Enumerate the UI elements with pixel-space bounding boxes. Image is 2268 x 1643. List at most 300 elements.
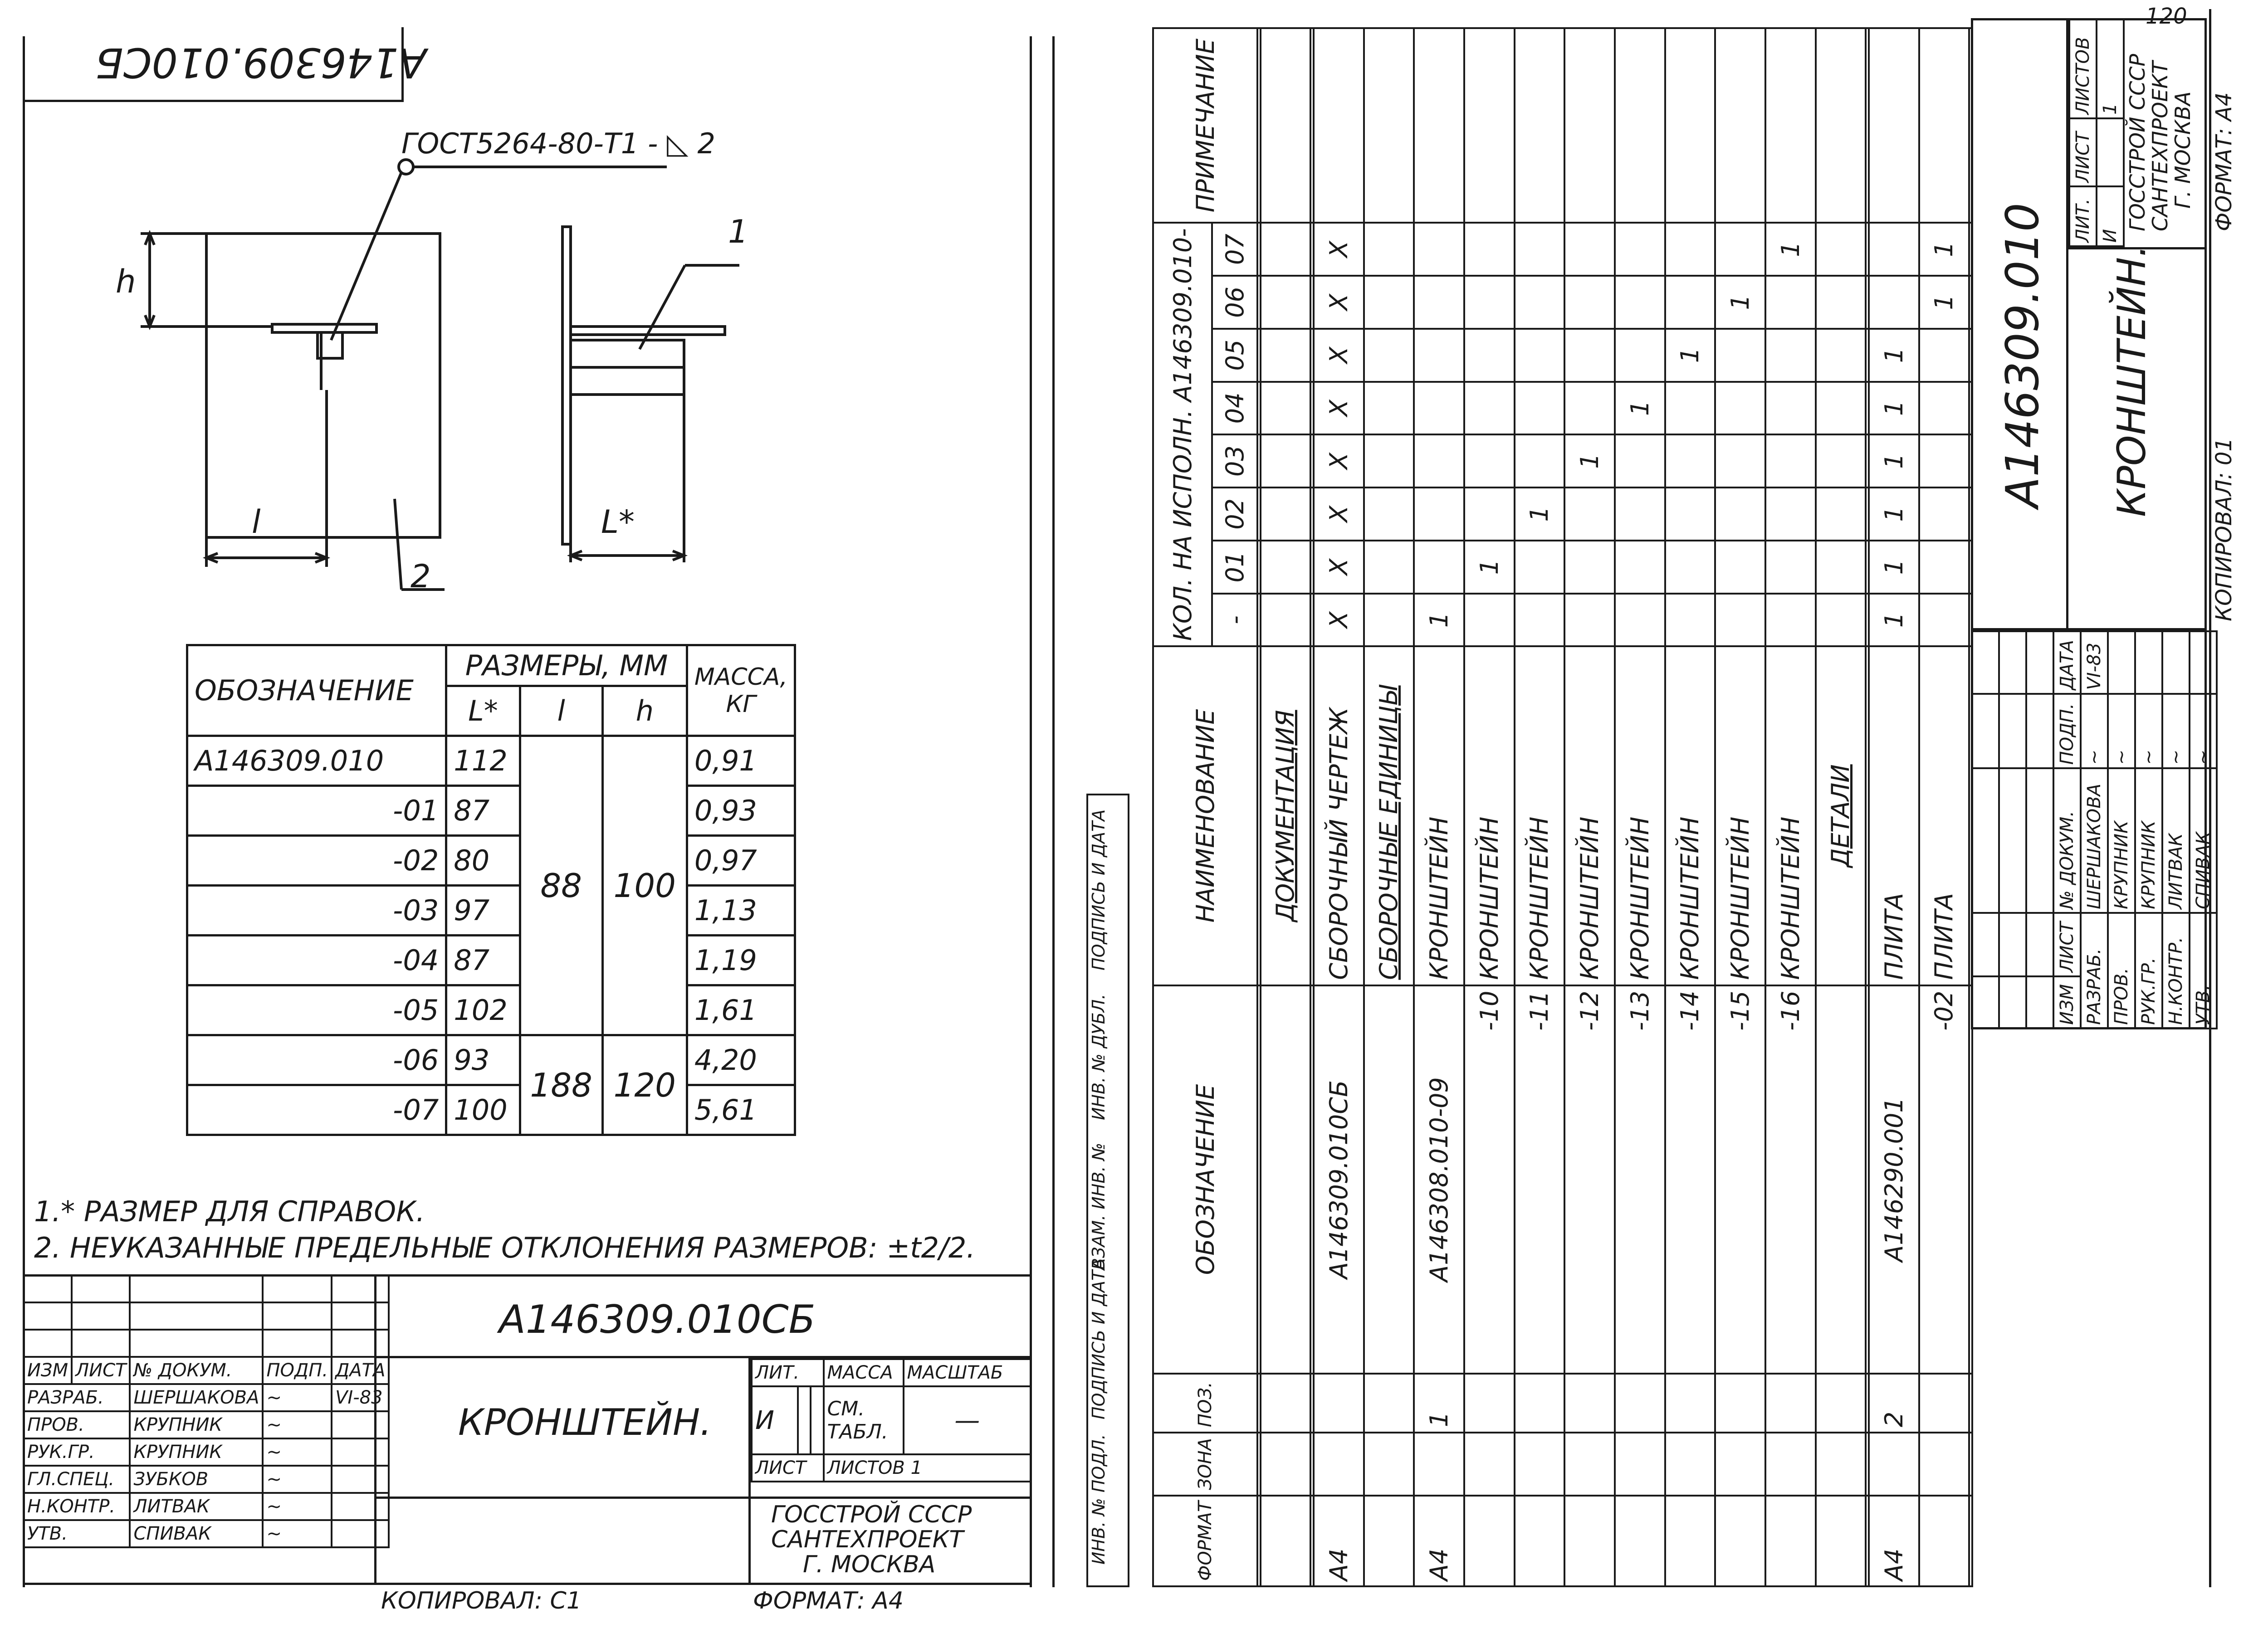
row-q [1715,223,1765,276]
row-q: X [1314,434,1364,488]
signature: ~ [2135,694,2162,769]
row-q [1564,382,1615,435]
role-name: КРУПНИК [2135,768,2162,913]
title-block-h2 [374,1497,1032,1499]
variant-col: 04 [1212,382,1257,435]
row-q [1715,382,1765,435]
col-designation-header: ОБОЗНАЧЕНИЕ [187,645,446,736]
row-q [1765,276,1816,329]
hdr-name: НАИМЕНОВАНИЕ [1153,646,1257,985]
hdr-izm: ИЗМ [24,1357,72,1384]
margin-label-sign-date-2: ПОДПИСЬ И ДАТА [1089,809,1109,970]
lit-mass-scale [751,1358,1032,1482]
row-q: X [1314,594,1364,647]
role-label: Н.КОНТР. [24,1493,130,1520]
row-q: 1 [1515,488,1565,541]
row-q [1414,434,1464,488]
row-q [1261,488,1311,541]
role-name: КРУПНИК [2108,768,2135,913]
row-pos [1665,1374,1716,1433]
merged-h-1: 100 [602,736,687,1035]
row-q [1464,488,1515,541]
row-designation: -13 [1615,985,1665,1374]
row-q [1816,541,1866,594]
spec-row [1665,28,1716,1586]
row-q [1364,276,1414,329]
row-mass: 1,61 [687,985,795,1035]
left-role-grid [23,1274,390,1548]
right-title-block [1971,18,2237,1029]
row-q [1515,434,1565,488]
row-q: 1 [1869,594,1919,647]
row-name: ПЛИТА [1919,646,1970,985]
row-designation: -07 [187,1085,446,1135]
variant-col: 05 [1212,329,1257,382]
signature: ~ [263,1520,332,1547]
row-fmt [1765,1496,1816,1586]
spec-row [1310,28,1314,1586]
row-q [1615,329,1665,382]
row-q [1464,223,1515,276]
row-q [1665,488,1716,541]
row-q [1414,276,1464,329]
row-mass: 0,91 [687,736,795,786]
row-q: X [1314,488,1364,541]
row-q: 1 [1869,541,1919,594]
row-pos [1765,1374,1816,1433]
row-designation: А146308.010-09 [1414,985,1464,1374]
lit-value: И [2097,186,2124,246]
role-name: ЛИТВАК [130,1493,263,1520]
hdr-sign: ПОДП. [2053,694,2081,769]
row-q: 1 [1919,223,1970,276]
row-fmt [1615,1496,1665,1586]
row-pos: 2 [1869,1374,1919,1433]
spec-row [1464,28,1515,1586]
row-q [1414,223,1464,276]
row-q [1261,329,1311,382]
row-name: КРОНШТЕЙН [1414,646,1464,985]
merged-l-1: 88 [520,736,602,1035]
row-q [1515,541,1565,594]
variant-col: 01 [1212,541,1257,594]
margin-label-inv-dubl: ИНВ. № ДУБЛ. [1089,994,1109,1120]
table-row [187,786,795,836]
row-designation: -05 [187,985,446,1035]
sub-L-header: L* [446,686,520,736]
row-q [1765,382,1816,435]
row-q: 1 [1869,329,1919,382]
right-city: Г. МОСКВА [2170,91,2195,209]
role-label: РУК.ГР. [2135,913,2162,1029]
right-format: ФОРМАТ: А4 [2211,92,2237,231]
row-name: СБОРОЧНЫЕ ЕДИНИЦЫ [1364,646,1414,985]
variant-col: 06 [1212,276,1257,329]
row-q: 1 [1765,223,1816,276]
role-label: ПРОВ. [2108,913,2135,1029]
row-q [1615,594,1665,647]
hdr-date: ДАТА [332,1357,389,1384]
scale-value: — [904,1386,1031,1454]
note-2: 2. НЕУКАЗАННЫЕ ПРЕДЕЛЬНЫЕ ОТКЛОНЕНИЯ РАЗМЕРОВ: ±t2/2. [34,1231,976,1264]
row-pos [1919,1374,1970,1433]
row-fmt: А4 [1414,1496,1464,1586]
sheet-corner-number: 120 [2146,4,2187,29]
row-name: КРОНШТЕЙН [1464,646,1515,985]
row-q [1261,382,1311,435]
table-row [187,736,795,786]
row-q [1765,488,1816,541]
row-q [1364,594,1414,647]
row-fmt [1515,1496,1565,1586]
hdr-izm: ИЗМ [2053,976,2081,1029]
row-q [1261,594,1311,647]
row-fmt [1919,1496,1970,1586]
row-name: ДОКУМЕНТАЦИЯ [1261,646,1311,985]
role-label: УТВ. [24,1520,130,1547]
row-q [1515,276,1565,329]
row-pos [1364,1374,1414,1433]
row-q [1414,382,1464,435]
position-2-label: 2 [411,558,431,595]
row-designation: -02 [1919,985,1970,1374]
row-q: 1 [1414,594,1464,647]
spec-row [1715,28,1765,1586]
row-fmt: А4 [1869,1496,1919,1586]
row-q [1564,488,1615,541]
row-q [1615,434,1665,488]
row-q: 1 [1665,329,1716,382]
row-q [1919,594,1970,647]
spec-row [1364,28,1414,1586]
left-part-name: КРОНШТЕЙН. [458,1401,712,1443]
signature: ~ [263,1493,332,1520]
row-q [1816,434,1866,488]
row-q [1564,329,1615,382]
row-pos [1615,1374,1665,1433]
role-label: ПРОВ. [24,1411,130,1438]
row-q [1515,223,1565,276]
row-pos [1261,1374,1311,1433]
role-name: ЛИТВАК [2162,768,2190,913]
merged-h-2: 120 [602,1035,687,1135]
scale-label: МАСШТАБ [904,1359,1031,1386]
row-q [1715,594,1765,647]
row-q [1414,329,1464,382]
variant-col: 07 [1212,223,1257,276]
hdr-qty: КОЛ. НА ИСПОЛН. А146309.010- [1153,223,1212,646]
signature: ~ [263,1384,332,1411]
row-q [1261,223,1311,276]
margin-label-vzam: ВЗАМ. ИНВ. № [1089,1142,1109,1270]
row-q [1816,594,1866,647]
row-q [1665,223,1716,276]
row-q [1464,382,1515,435]
row-fmt [1464,1496,1515,1586]
row-q [1919,488,1970,541]
row-q [1364,541,1414,594]
right-org: ГОССТРОЙ СССР [2125,54,2150,231]
row-q: 1 [1715,276,1765,329]
table-row [187,1035,795,1085]
row-designation: -11 [1515,985,1565,1374]
mass-label: МАССА [824,1359,904,1386]
sheet-label: ЛИСТ [2069,118,2097,186]
row-pos [1314,1374,1364,1433]
row-designation [1816,985,1866,1374]
row-pos [1715,1374,1765,1433]
hdr-list: ЛИСТ [72,1357,130,1384]
row-name: КРОНШТЕЙН [1765,646,1816,985]
weld-note [401,127,715,160]
row-q [1765,541,1816,594]
variant-col: 03 [1212,434,1257,488]
row-q: 1 [1869,488,1919,541]
row-name: КРОНШТЕЙН [1715,646,1765,985]
row-q [1615,541,1665,594]
title-block-bottom-line [23,1583,1032,1585]
row-q [1414,541,1464,594]
row-designation: -02 [187,836,446,886]
spec-row [1314,28,1364,1586]
row-q [1464,434,1515,488]
role-name: СПИВАК [2190,768,2217,913]
bracket-flange [272,324,376,332]
row-q [1919,329,1970,382]
row-name: ДЕТАЛИ [1816,646,1866,985]
row-mass: 1,19 [687,936,795,985]
row-q [1364,488,1414,541]
hdr-doc: № ДОКУМ. [130,1357,263,1384]
col-sizes-header: РАЗМЕРЫ, ММ [446,645,687,686]
position-1-label: 1 [728,213,748,250]
row-pos [1515,1374,1565,1433]
row-q [1515,382,1565,435]
row-q: X [1314,541,1364,594]
lit-label: ЛИТ. [752,1359,824,1386]
row-q: 1 [1464,541,1515,594]
row-name: КРОНШТЕЙН [1665,646,1716,985]
row-q: 1 [1869,434,1919,488]
row-q [1765,594,1816,647]
row-q [1564,594,1615,647]
row-fmt [1364,1496,1414,1586]
role-name: СПИВАК [130,1520,263,1547]
row-q [1564,541,1615,594]
row-pos: 1 [1414,1374,1464,1433]
row-L: 112 [446,736,520,786]
hdr-pos: ПОЗ. [1153,1374,1257,1433]
row-q [1919,382,1970,435]
row-q [1564,276,1615,329]
row-mass: 0,93 [687,786,795,836]
row-mass: 1,13 [687,886,795,936]
row-designation: А146309.010 [187,736,446,786]
role-name: ШЕРШАКОВА [2081,768,2108,913]
row-q [1665,541,1716,594]
hdr-date: ДАТА [2053,631,2081,694]
row-q [1464,276,1515,329]
lit-value: И [752,1386,798,1454]
row-q: 1 [1564,434,1615,488]
row-q: X [1314,382,1364,435]
variant-col: 02 [1212,488,1257,541]
hdr-zone: ЗОНА [1153,1433,1257,1496]
date-value: VI-83 [2081,631,2108,694]
row-q [1364,434,1414,488]
spec-row [1919,28,1970,1586]
signature: ~ [263,1438,332,1466]
spec-row [1515,28,1565,1586]
row-designation: -01 [187,786,446,836]
right-role-grid [1971,630,2218,1029]
row-name: КРОНШТЕЙН [1615,646,1665,985]
sub-h-header: h [602,686,687,736]
right-copied: КОПИРОВАЛ: 01 [2211,438,2237,621]
row-L: 102 [446,985,520,1035]
row-q [1665,382,1716,435]
row-q [1364,329,1414,382]
table-row [187,1085,795,1135]
hdr-doc: № ДОКУМ. [2053,768,2081,913]
row-q [1919,434,1970,488]
role-label: РАЗРАБ. [24,1384,130,1411]
hdr-designation: ОБОЗНАЧЕНИЕ [1153,985,1257,1374]
row-designation: А146290.001 [1869,985,1919,1374]
row-L: 97 [446,886,520,936]
table-row [187,936,795,985]
dim-l-label: l [252,503,261,541]
right-lit-sheets [2068,18,2125,247]
row-fmt: А4 [1314,1496,1364,1586]
row-q [1515,329,1565,382]
dim-h-label: h [116,263,136,300]
variant-col: - [1212,594,1257,647]
lit-label: ЛИТ. [2069,186,2097,246]
role-name: КРУПНИК [130,1438,263,1466]
spec-row [1564,28,1615,1586]
row-q [1615,276,1665,329]
signature: ~ [2190,694,2217,769]
row-q [1364,223,1414,276]
table-row [187,985,795,1035]
spec-row [1414,28,1464,1586]
right-org2: САНТЕХПРОЕКТ [2148,61,2172,231]
hdr-format: ФОРМАТ [1153,1496,1257,1586]
row-designation: -14 [1665,985,1716,1374]
row-fmt [1261,1496,1311,1586]
row-pos [1464,1374,1515,1433]
note-1: 1.* РАЗМЕР ДЛЯ СПРАВОК. [34,1195,425,1228]
row-q [1816,223,1866,276]
mass-value: СМ. ТАБЛ. [824,1386,904,1454]
row-q [1615,223,1665,276]
row-designation: -15 [1715,985,1765,1374]
signature: ~ [263,1411,332,1438]
row-q [1869,276,1919,329]
row-q [1464,594,1515,647]
row-q [1816,382,1866,435]
table-row [187,836,795,886]
row-q [1816,488,1866,541]
row-designation: -10 [1464,985,1515,1374]
row-q: X [1314,223,1364,276]
role-name: КРУПНИК [130,1411,263,1438]
sheet-divider-line-2 [1052,36,1055,1587]
row-name: ПЛИТА [1869,646,1919,985]
sheets-value: 1 [910,1458,923,1478]
specification-table-wrapper [1152,27,1973,1587]
sheets-label: ЛИСТОВ [2069,19,2097,118]
left-format: ФОРМАТ: А4 [753,1587,904,1614]
row-q [1515,594,1565,647]
row-designation: -04 [187,936,446,985]
merged-l-2: 188 [520,1035,602,1135]
role-label: Н.КОНТР. [2162,913,2190,1029]
specification-table [1152,27,1973,1587]
sheets-value: 1 [2097,19,2124,118]
row-q [1715,541,1765,594]
role-label: УТВ. [2190,913,2217,1029]
row-q [1464,329,1515,382]
row-q [1615,488,1665,541]
table-row [187,886,795,936]
weld-symbol-icon: ◺ [667,127,689,160]
role-name: ЗУБКОВ [130,1466,263,1493]
row-q [1261,276,1311,329]
row-L: 100 [446,1085,520,1135]
row-mass: 4,20 [687,1035,795,1085]
row-q [1765,434,1816,488]
row-pos [1816,1374,1866,1433]
sub-l-header: l [520,686,602,736]
spec-row [1816,28,1866,1586]
row-q [1816,276,1866,329]
spec-row [1261,28,1311,1586]
row-q [1261,541,1311,594]
row-mass: 0,97 [687,836,795,886]
signature: ~ [263,1466,332,1493]
left-org: ГОССТРОЙ СССР [771,1501,972,1528]
rotated-doc-code: А146309.010СБ [95,39,427,86]
spec-row [1866,28,1869,1586]
hdr-note: ПРИМЕЧАНИЕ [1153,28,1257,223]
role-name: ШЕРШАКОВА [130,1384,263,1411]
row-q [1715,434,1765,488]
row-L: 80 [446,836,520,886]
row-q: X [1314,329,1364,382]
signature: ~ [2108,694,2135,769]
sheets-label: ЛИСТОВ [827,1458,905,1478]
row-L: 93 [446,1035,520,1085]
row-designation [1364,985,1414,1374]
row-name: КРОНШТЕЙН [1515,646,1565,985]
row-q [1919,541,1970,594]
row-L: 87 [446,936,520,985]
row-q [1715,329,1765,382]
weld-size: 2 [697,127,715,160]
row-fmt [1715,1496,1765,1586]
row-fmt [1564,1496,1615,1586]
spec-row [1615,28,1665,1586]
margin-label-sign-date-1: ПОДПИСЬ И ДАТА [1089,1258,1109,1419]
row-L: 87 [446,786,520,836]
right-doc-code: А146309.010 [1996,203,2049,508]
row-fmt [1665,1496,1716,1586]
row-q [1765,329,1816,382]
dimensions-table [186,644,796,1136]
row-designation: -16 [1765,985,1816,1374]
